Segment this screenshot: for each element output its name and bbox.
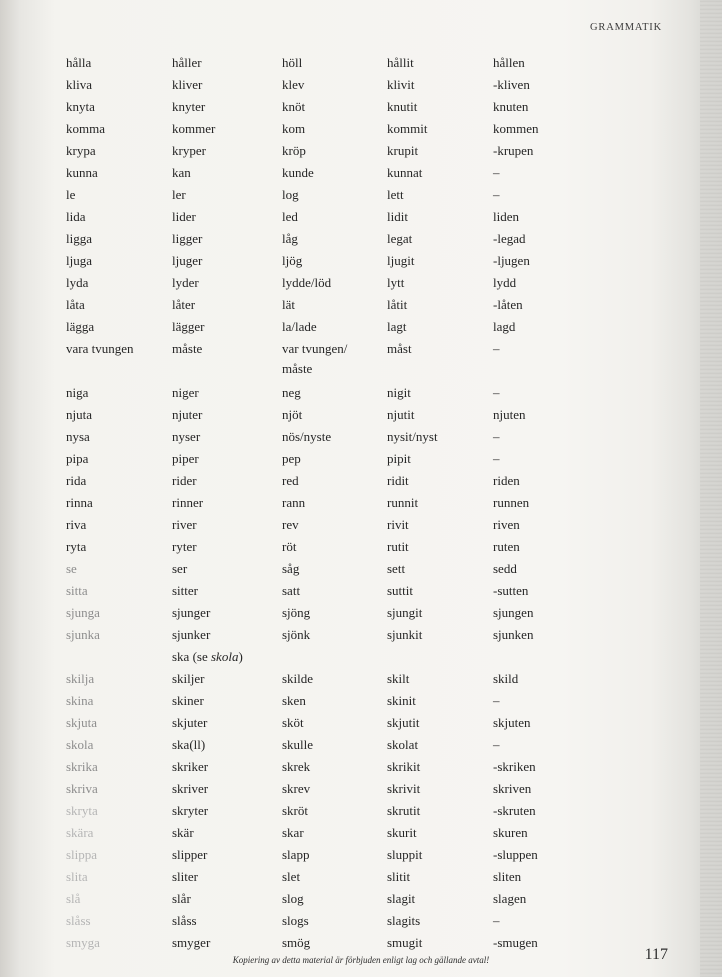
past: klev — [282, 77, 305, 92]
infinitive: skära — [66, 825, 94, 840]
present: låter — [172, 297, 196, 312]
table-row — [0, 97, 722, 119]
past: skröt — [282, 803, 308, 818]
supine: lytt — [387, 275, 405, 290]
table-row — [0, 471, 722, 493]
supine: skilt — [387, 671, 410, 686]
supine: knutit — [387, 99, 418, 114]
table-row — [0, 735, 722, 757]
supine: nysit/nyst — [387, 429, 438, 444]
participle: sliten — [493, 869, 522, 884]
infinitive: låta — [66, 297, 85, 312]
table-row — [0, 185, 722, 207]
infinitive: slita — [66, 869, 88, 884]
table-row — [0, 625, 722, 647]
present: slipper — [172, 847, 208, 862]
note-reference: skola — [211, 649, 239, 664]
supine: skolat — [387, 737, 419, 752]
present: håller — [172, 55, 202, 70]
supine: lett — [387, 187, 404, 202]
participle: sjungen — [493, 605, 534, 620]
present: kryper — [172, 143, 206, 158]
infinitive: rida — [66, 473, 87, 488]
infinitive: skilja — [66, 671, 95, 686]
infinitive: skola — [66, 737, 94, 752]
table-row — [0, 383, 722, 405]
supine: låtit — [387, 297, 408, 312]
supine: skinit — [387, 693, 416, 708]
participle: liden — [493, 209, 519, 224]
table-row — [0, 251, 722, 273]
participle: -kliven — [493, 77, 530, 92]
participle: – — [493, 429, 500, 444]
supine: slagits — [387, 913, 421, 928]
participle: runnen — [493, 495, 530, 510]
past: kunde — [282, 165, 314, 180]
infinitive: skriva — [66, 781, 98, 796]
infinitive: lida — [66, 209, 86, 224]
past: log — [282, 187, 299, 202]
table-row — [0, 75, 722, 97]
supine: rivit — [387, 517, 409, 532]
past: skilde — [282, 671, 314, 686]
past: kom — [282, 121, 306, 136]
past: satt — [282, 583, 301, 598]
past: kröp — [282, 143, 306, 158]
participle: sjunken — [493, 627, 534, 642]
table-row — [0, 317, 722, 339]
participle: riden — [493, 473, 520, 488]
infinitive: kunna — [66, 165, 98, 180]
present: ser — [172, 561, 188, 576]
infinitive: krypa — [66, 143, 96, 158]
present: smyger — [172, 935, 211, 950]
present: slår — [172, 891, 191, 906]
participle: -skruten — [493, 803, 536, 818]
table-row — [0, 339, 722, 383]
supine: suttit — [387, 583, 414, 598]
past: ljög — [282, 253, 303, 268]
present: piper — [172, 451, 199, 466]
infinitive: sjunka — [66, 627, 100, 642]
table-row — [0, 449, 722, 471]
section-header: GRAMMATIK — [590, 22, 662, 33]
present: kliver — [172, 77, 203, 92]
present: rinner — [172, 495, 204, 510]
participle: – — [493, 385, 500, 400]
past: njöt — [282, 407, 303, 422]
past: led — [282, 209, 298, 224]
participle: -legad — [493, 231, 526, 246]
table-row — [0, 229, 722, 251]
supine: legat — [387, 231, 413, 246]
cross-reference-note — [172, 647, 243, 667]
table-row — [0, 295, 722, 317]
past: röt — [282, 539, 297, 554]
participle: -krupen — [493, 143, 534, 158]
present: kommer — [172, 121, 216, 136]
present: ryter — [172, 539, 197, 554]
present: skryter — [172, 803, 209, 818]
participle: – — [493, 165, 500, 180]
infinitive: ryta — [66, 539, 87, 554]
participle: lydd — [493, 275, 517, 290]
infinitive: vara tvungen — [66, 341, 134, 356]
infinitive: rinna — [66, 495, 93, 510]
table-row — [0, 691, 722, 713]
past: knöt — [282, 99, 306, 114]
table-row — [0, 163, 722, 185]
table-row — [0, 207, 722, 229]
supine: ljugit — [387, 253, 415, 268]
participle: – — [493, 737, 500, 752]
supine: njutit — [387, 407, 415, 422]
table-row — [0, 427, 722, 449]
participle: skild — [493, 671, 519, 686]
table-row — [0, 911, 722, 933]
past: sken — [282, 693, 306, 708]
supine: ridit — [387, 473, 409, 488]
participle: – — [493, 693, 500, 708]
past: slog — [282, 891, 304, 906]
infinitive: sjunga — [66, 605, 100, 620]
table-row — [0, 141, 722, 163]
infinitive: smyga — [66, 935, 100, 950]
past: lät — [282, 297, 295, 312]
supine: krupit — [387, 143, 419, 158]
present: river — [172, 517, 197, 532]
present: sjunger — [172, 605, 211, 620]
infinitive: se — [66, 561, 77, 576]
supine: klivit — [387, 77, 415, 92]
infinitive: pipa — [66, 451, 89, 466]
present: ljuger — [172, 253, 203, 268]
present: skiner — [172, 693, 204, 708]
note-suffix: ) — [238, 649, 243, 664]
past: slapp — [282, 847, 310, 862]
verb-table — [0, 53, 722, 955]
infinitive: ljuga — [66, 253, 92, 268]
table-row — [0, 845, 722, 867]
table-row — [0, 515, 722, 537]
present: ligger — [172, 231, 203, 246]
supine: slagit — [387, 891, 416, 906]
infinitive: skjuta — [66, 715, 98, 730]
table-row — [0, 53, 722, 75]
supine: rutit — [387, 539, 409, 554]
past: la/lade — [282, 319, 317, 334]
infinitive: skrika — [66, 759, 98, 774]
table-row — [0, 889, 722, 911]
participle: skriven — [493, 781, 532, 796]
participle: skuren — [493, 825, 528, 840]
present: ler — [172, 187, 186, 202]
past: skrek — [282, 759, 311, 774]
participle: riven — [493, 517, 520, 532]
past: sköt — [282, 715, 304, 730]
present: kan — [172, 165, 191, 180]
participle: sedd — [493, 561, 517, 576]
past: pep — [282, 451, 301, 466]
participle: njuten — [493, 407, 526, 422]
supine: nigit — [387, 385, 411, 400]
past: red — [282, 473, 299, 488]
present: skiljer — [172, 671, 205, 686]
past: neg — [282, 385, 301, 400]
table-row — [0, 603, 722, 625]
table-row — [0, 493, 722, 515]
past: skulle — [282, 737, 314, 752]
supine: skjutit — [387, 715, 420, 730]
table-row — [0, 823, 722, 845]
past: var tvungen/ måste — [282, 341, 348, 376]
infinitive: skina — [66, 693, 94, 708]
supine: lidit — [387, 209, 408, 224]
table-row — [0, 669, 722, 691]
past: nös/nyste — [282, 429, 332, 444]
table-row — [0, 273, 722, 295]
supine: kunnat — [387, 165, 423, 180]
present: skär — [172, 825, 194, 840]
table-row — [0, 933, 722, 955]
infinitive: njuta — [66, 407, 92, 422]
infinitive: le — [66, 187, 76, 202]
participle: – — [493, 187, 500, 202]
table-row — [0, 779, 722, 801]
table-row — [0, 537, 722, 559]
infinitive: nysa — [66, 429, 90, 444]
participle: knuten — [493, 99, 529, 114]
table-row — [0, 713, 722, 735]
supine: sluppit — [387, 847, 423, 862]
present: skjuter — [172, 715, 208, 730]
participle: skjuten — [493, 715, 531, 730]
note-prefix: ska (se — [172, 649, 211, 664]
present: njuter — [172, 407, 203, 422]
present: slåss — [172, 913, 197, 928]
past: smög — [282, 935, 311, 950]
infinitive: slåss — [66, 913, 91, 928]
past: låg — [282, 231, 298, 246]
infinitive: hålla — [66, 55, 92, 70]
participle: hållen — [493, 55, 525, 70]
past: rev — [282, 517, 299, 532]
participle: – — [493, 451, 500, 466]
participle: ruten — [493, 539, 520, 554]
table-row — [0, 405, 722, 427]
table-row — [0, 581, 722, 603]
supine: slitit — [387, 869, 411, 884]
participle: slagen — [493, 891, 527, 906]
participle: -ljugen — [493, 253, 530, 268]
past: skrev — [282, 781, 311, 796]
present: ska(ll) — [172, 737, 206, 752]
past: rann — [282, 495, 306, 510]
supine: kommit — [387, 121, 428, 136]
supine: skrikit — [387, 759, 421, 774]
infinitive: sitta — [66, 583, 88, 598]
participle: – — [493, 341, 500, 356]
supine: runnit — [387, 495, 419, 510]
present: lider — [172, 209, 196, 224]
past: såg — [282, 561, 300, 576]
supine: måst — [387, 341, 412, 356]
present: sitter — [172, 583, 198, 598]
supine: sett — [387, 561, 406, 576]
infinitive: knyta — [66, 99, 95, 114]
infinitive: ligga — [66, 231, 92, 246]
supine: sjunkit — [387, 627, 423, 642]
copyright-notice: Kopiering av detta material är förbjuden enligt lag och gällande avtal! — [232, 955, 490, 965]
participle: -skriken — [493, 759, 536, 774]
past: höll — [282, 55, 303, 70]
page-number: 117 — [644, 946, 668, 963]
present: skriker — [172, 759, 209, 774]
infinitive: slippa — [66, 847, 98, 862]
supine: skrutit — [387, 803, 421, 818]
present: nyser — [172, 429, 201, 444]
past: slogs — [282, 913, 309, 928]
supine: skurit — [387, 825, 417, 840]
present: sjunker — [172, 627, 211, 642]
participle: -sutten — [493, 583, 529, 598]
present: knyter — [172, 99, 206, 114]
infinitive: niga — [66, 385, 89, 400]
infinitive: lyda — [66, 275, 89, 290]
participle: kommen — [493, 121, 539, 136]
table-row — [0, 757, 722, 779]
present: lyder — [172, 275, 199, 290]
present: niger — [172, 385, 199, 400]
infinitive: skryta — [66, 803, 98, 818]
participle: -sluppen — [493, 847, 538, 862]
infinitive: kliva — [66, 77, 92, 92]
present: lägger — [172, 319, 205, 334]
infinitive: slå — [66, 891, 81, 906]
participle: -smugen — [493, 935, 538, 950]
present: skriver — [172, 781, 209, 796]
cross-reference-row — [0, 647, 722, 669]
infinitive: lägga — [66, 319, 95, 334]
past: skar — [282, 825, 304, 840]
present: rider — [172, 473, 197, 488]
infinitive: komma — [66, 121, 105, 136]
table-row — [0, 559, 722, 581]
past: lydde/löd — [282, 275, 332, 290]
supine: hållit — [387, 55, 414, 70]
supine: skrivit — [387, 781, 421, 796]
table-row — [0, 867, 722, 889]
participle: -låten — [493, 297, 523, 312]
supine: sjungit — [387, 605, 423, 620]
participle: – — [493, 913, 500, 928]
table-row — [0, 119, 722, 141]
infinitive: riva — [66, 517, 87, 532]
present: måste — [172, 341, 203, 356]
present: sliter — [172, 869, 198, 884]
supine: smugit — [387, 935, 423, 950]
table-row — [0, 801, 722, 823]
supine: lagt — [387, 319, 407, 334]
past: sjönk — [282, 627, 311, 642]
participle: lagd — [493, 319, 516, 334]
past: sjöng — [282, 605, 311, 620]
past: slet — [282, 869, 301, 884]
supine: pipit — [387, 451, 411, 466]
